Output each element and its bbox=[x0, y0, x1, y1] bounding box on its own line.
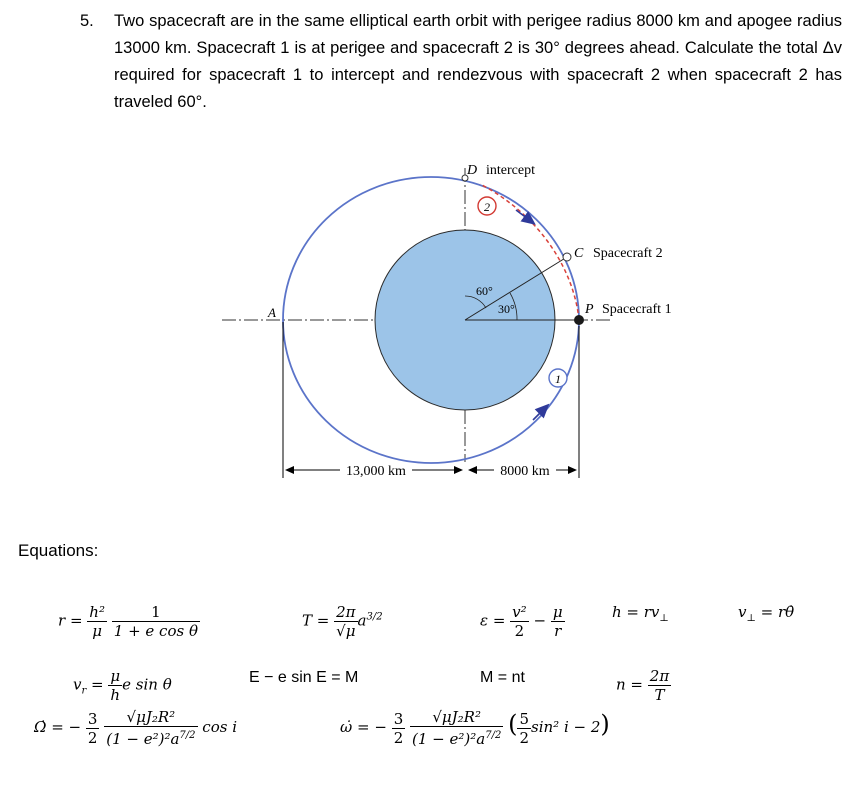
n-num: 2π bbox=[649, 667, 670, 685]
marker-1-label: 1 bbox=[555, 372, 561, 386]
angle-30-label: 30° bbox=[498, 302, 515, 316]
equation-radial-velocity: $v_r$ = $\frac{\mu}{h}$ e sin θ bbox=[73, 667, 172, 704]
label-c-text: Spacecraft 2 bbox=[593, 246, 663, 261]
equations-heading: Equations: bbox=[18, 541, 99, 560]
eps-num2: μ bbox=[552, 603, 563, 621]
equation-node-regression: Ω̇ = − $\frac{3}{2}$ $\frac{\text{√μJ₂R²}}{(1 - e^2)^2a^{7/2}}$ cos i bbox=[34, 708, 237, 748]
point-p-spacecraft-1 bbox=[574, 315, 584, 325]
equation-v-perp: $v_\perp$ = rθ̇ bbox=[738, 603, 795, 624]
equation-period: T = $\frac{2\pi}{√\mu}$ $a^{3/2}$ bbox=[302, 603, 383, 640]
equation-angular-momentum: $h = rv_\perp$ bbox=[612, 603, 669, 624]
eps-den2: r bbox=[551, 621, 565, 640]
equation-mean-motion: n = $\frac{2\pi}{T}$ bbox=[616, 667, 670, 704]
equation-perigee-advance: ω̇ = − $\frac{3}{2}$ $\frac{\text{√μJ₂R²}}{(1 - e^2)^2a^{7/2}}$ ( $\frac{5}{2}$ sin² i − 2) bbox=[340, 708, 610, 748]
arg-num: √μJ₂R² bbox=[432, 708, 481, 726]
vr-num: μ bbox=[110, 667, 121, 685]
label-p: P bbox=[585, 302, 594, 317]
n-den: T bbox=[648, 685, 671, 704]
equation-mean-anomaly: M = nt bbox=[480, 669, 525, 686]
arg-den: (1 − e²)²a bbox=[412, 730, 486, 748]
label-d-text: intercept bbox=[486, 163, 535, 178]
r-num2: 1 bbox=[151, 603, 161, 621]
T-den: √μ bbox=[334, 621, 357, 640]
eps-den1: 2 bbox=[510, 621, 529, 640]
node-den: (1 − e²)²a bbox=[106, 730, 180, 748]
angle-60-label: 60° bbox=[476, 284, 493, 298]
equation-orbit-radius: r = $\frac{\text{h²}}{\mu}$ $\frac{1}{\text{1 + e cos θ}}$ bbox=[58, 603, 198, 640]
r-den1: μ bbox=[87, 621, 107, 640]
marker-2-label: 2 bbox=[484, 200, 490, 214]
T-num: 2π bbox=[336, 603, 356, 621]
equation-energy: ε = $\frac{\text{v²}}{2}$ − $\frac{\mu}{r}$ bbox=[480, 603, 563, 640]
r-num1: h² bbox=[89, 603, 105, 621]
equation-kepler: E − e sin E = M bbox=[249, 669, 359, 686]
r-den2: 1 + e cos θ bbox=[113, 622, 198, 640]
problem-text: Two spacecraft are in the same elliptical earth orbit with perigee radius 8000 km and apogee radius 13000 km. Spacecraft 1 is at perigee and spacecraft 2 is 30° degrees ahead. Calculate the total Δv required for spacecraft 1 to intercept and rendezvous with spacecraft 2 when spacecraft 2 has traveled 60°. bbox=[114, 12, 842, 111]
node-num: √μJ₂R² bbox=[126, 708, 176, 726]
dim-apogee-label: 13,000 km bbox=[346, 464, 406, 479]
direction-arrow-top bbox=[516, 210, 532, 222]
label-d: D bbox=[467, 163, 478, 178]
eps-num1: v² bbox=[512, 603, 527, 621]
vr-den: h bbox=[108, 685, 122, 704]
dim-perigee-label: 8000 km bbox=[500, 464, 550, 479]
label-c: C bbox=[574, 246, 584, 261]
label-p-text: Spacecraft 1 bbox=[602, 302, 672, 317]
problem-number: 5. bbox=[80, 12, 94, 30]
point-c-spacecraft-2 bbox=[563, 253, 571, 261]
label-a: A bbox=[268, 305, 276, 320]
